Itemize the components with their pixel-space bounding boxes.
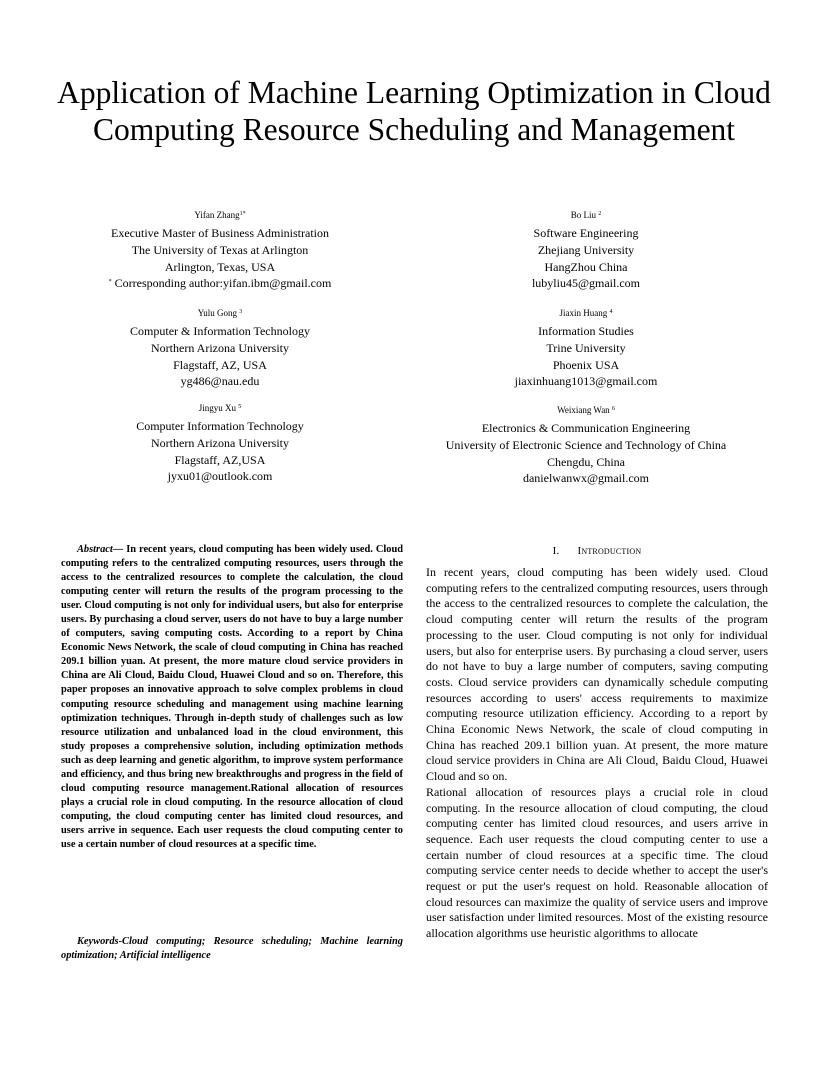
author-affiliation: Trine University bbox=[546, 340, 626, 355]
author-email: danielwanwx@gmail.com bbox=[522, 471, 650, 486]
author-location: HangZhou China bbox=[544, 259, 628, 274]
section-title: Introduction bbox=[577, 545, 642, 557]
author-email: lubyliu45@gmail.com bbox=[531, 276, 641, 291]
author-affiliation: Computer Information Technology bbox=[136, 419, 304, 433]
author-block-6 bbox=[436, 404, 736, 487]
author-location: Flagstaff, AZ,USA bbox=[174, 452, 266, 467]
corresponding-author-note: * Corresponding author:yifan.ibm@gmail.com bbox=[108, 276, 332, 291]
author-name: Yulu Gong $^3$ bbox=[197, 308, 243, 318]
author-affiliation: Northern Arizona University bbox=[151, 435, 289, 450]
author-block-2 bbox=[436, 209, 736, 292]
author-email: jyxu01@outlook.com bbox=[167, 469, 273, 484]
author-affiliation: The University of Texas at Arlington bbox=[131, 242, 309, 257]
author-location: Phoenix USA bbox=[552, 357, 620, 372]
author-affiliation: Electronics & Communication Engineering bbox=[481, 421, 691, 435]
section-number: I. bbox=[552, 545, 560, 557]
author-email: yg486@nau.edu bbox=[180, 374, 260, 389]
author-name: Weixiang Wan $^6$ bbox=[557, 405, 615, 415]
author-affiliation: Software Engineering bbox=[533, 226, 639, 240]
paper-title: Application of Machine Learning Optimization in Cloud Computing Resource Scheduling and Management bbox=[57, 75, 771, 147]
author-name: Jiaxin Huang $^4$ bbox=[559, 308, 613, 318]
section-heading-introduction bbox=[426, 544, 768, 558]
author-location: Flagstaff, AZ, USA bbox=[173, 357, 267, 372]
author-location: Chengdu, China bbox=[547, 454, 625, 469]
author-affiliation: Northern Arizona University bbox=[151, 340, 289, 355]
paragraph: In recent years, cloud computing has been widely used. Cloud computing refers to the centralized computing resources, users through the access to the centralized resources to complete the calculation, the cloud computing center will return the results of the program processing to the user. Cloud computing is not only for individual users, but also for enterprise users. By purchasing a cloud server, users do not have to buy a large number of computers, saving computing costs. Cloud service providers can dynamically schedule computing resources according to users' access requirements to maximize computing resource utilization efficiency. According to a report by China Economic News Network, the scale of cloud computing in China has reached 209.1 billion yuan. At present, the more mature cloud service providers in China are Ali Cloud, Baidu Cloud, Huawei Cloud and so on. bbox=[426, 565, 768, 784]
abstract-text: In recent years, cloud computing has been widely used. Cloud computing refers to the centralized computing resources, users through the access to the centralized resources to complete the calculation, the cloud computing center will return the results of the program processing to the user. Cloud computing is not only for individual users, but also for enterprise users. By purchasing a cloud server, users do not have to buy a large number of computers, saving computing costs. According to a report by China Economic News Network, the scale of cloud computing in China has reached 209.1 billion yuan. At present, the more mature cloud service providers in China are Ali Cloud, Baidu Cloud, Huawei Cloud and so on. Therefore, this paper proposes an innovative approach to solve complex problems in cloud computing resource scheduling and management using machine learning optimization techniques. Through in-depth study of challenges such as low resource utilization and unbalanced load in the cloud environment, this study proposes a comprehensive solution, including optimization methods such as deep learning and genetic algorithm, to improve system performance and efficiency, and thus bring new breakthroughs and progress in the field of cloud computing resource management.Rational allocation of resources plays a crucial role in cloud computing. In the resource allocation of cloud computing, the cloud computing center has limited cloud resources, and users arrive in sequence. Each user requests the cloud computing center to use a certain number of cloud resources at a specific time. bbox=[61, 544, 403, 850]
author-email: jiaxinhuang1013@gmail.com bbox=[514, 374, 658, 389]
author-name: Jingyu Xu $^5$ bbox=[198, 403, 242, 413]
author-affiliation: Computer & Information Technology bbox=[130, 324, 310, 338]
author-name: Bo Liu $^2$ bbox=[570, 210, 602, 220]
abstract bbox=[61, 543, 403, 852]
author-affiliation: Executive Master of Business Administration bbox=[111, 226, 329, 240]
abstract-label: Abstract— bbox=[77, 544, 124, 555]
author-block-4 bbox=[436, 307, 736, 390]
author-location: Arlington, Texas, USA bbox=[164, 259, 276, 274]
author-affiliation: Information Studies bbox=[538, 324, 634, 338]
author-block-3 bbox=[70, 307, 370, 390]
paragraph: Rational allocation of resources plays a crucial role in cloud computing. In the resource allocation of cloud computing, the cloud computing center has limited cloud resources, and users arrive in sequence. Each user requests the cloud computing center to use a certain number of cloud resources at a specific time. The cloud computing service center needs to decide whether to accept the user's request or put the user's request on hold. Reasonable allocation of cloud resources can maximize the quality of service users and improve user satisfaction under limited resources. Most of the existing resource allocation algorithms use heuristic algorithms to allocate bbox=[426, 784, 768, 941]
author-name: Yifan Zhang$^{1*}$ bbox=[194, 210, 246, 220]
author-block-1 bbox=[70, 209, 370, 292]
author-affiliation: University of Electronic Science and Technology of China bbox=[445, 437, 727, 452]
author-affiliation: Zhejiang University bbox=[537, 242, 635, 257]
keywords: Keywords-Cloud computing; Resource scheduling; Machine learning optimization; Artificial intelligence bbox=[61, 936, 403, 961]
introduction-body bbox=[426, 565, 768, 942]
author-block-5 bbox=[70, 402, 370, 485]
